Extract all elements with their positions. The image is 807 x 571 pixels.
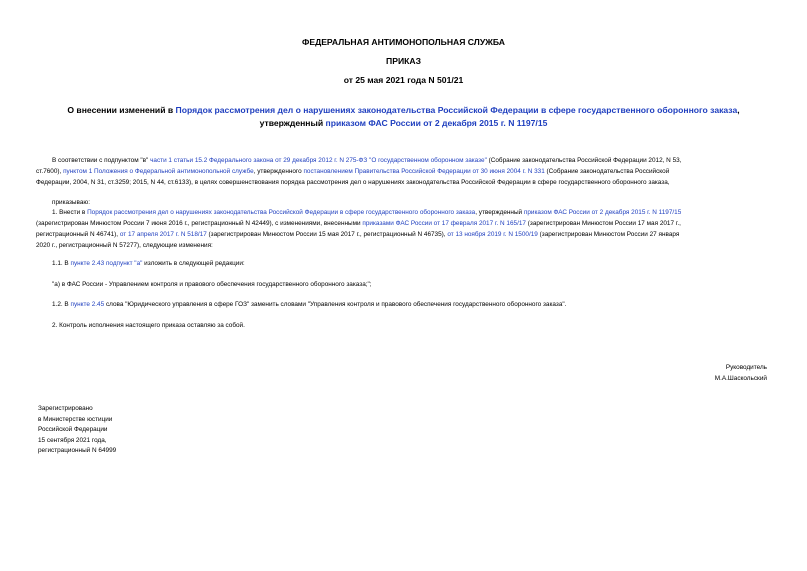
signature-role: Руководитель — [725, 364, 767, 371]
item-1-2-line — [36, 299, 776, 310]
registration-line: Зарегистрировано — [38, 405, 93, 412]
preamble-line-2 — [36, 166, 776, 177]
item-1-2-text: слова "Юридического управления в сфере ГОЗ" заменить словами "Управления контроля и правового обеспечения государственного оборонного заказа". — [104, 301, 567, 308]
item-1-text: (зарегистрирован Минюстом России 27 января — [537, 231, 680, 238]
clause-2-45-link[interactable]: пункте 2.45 — [70, 301, 105, 308]
item-1-2-text: 1.2. В — [52, 301, 71, 308]
registration-line: в Министерстве юстиции — [38, 415, 113, 423]
signature-name: М.А.Шаскольский — [714, 375, 767, 382]
subclause-a-link[interactable]: подпункт "а" — [105, 260, 143, 267]
item-1-2-paragraph — [36, 299, 776, 310]
title-text: О внесении изменений в — [67, 105, 176, 115]
item-2-paragraph — [36, 320, 776, 331]
clause-2-43-link[interactable]: пункте 2.43 — [70, 260, 105, 267]
order-165-link[interactable]: приказами ФАС России от 17 февраля 2017 г. N 165/17 — [362, 220, 526, 227]
registration-line: регистрационный N 64999 — [38, 447, 117, 454]
preamble-text: (Собрание законодательства Российской — [544, 168, 670, 175]
registration-block — [38, 404, 116, 457]
item-1-1-text: 1.1. В — [52, 260, 71, 267]
registration-line: 15 сентября 2021 года, — [38, 436, 107, 444]
preamble-text: ст.7600), — [36, 168, 64, 175]
registration-line: Российской Федерации — [38, 426, 108, 433]
item-1-paragraph — [36, 207, 776, 251]
title-procedure-link[interactable]: Порядок рассмотрения дел о нарушениях законодательства Российской Федерации в сфере государственного оборонного заказа — [175, 105, 738, 115]
order-1500-link[interactable]: от 13 ноября 2019 г. N 1500/19 — [447, 231, 538, 238]
item-1-text: (зарегистрирован Минюстом России 17 мая 2017 г., — [525, 220, 681, 227]
federal-law-link[interactable]: части 1 статьи 15.2 Федерального закона от 29 декабря 2012 г. N 275-ФЗ "О государственном оборонном заказе" — [150, 157, 487, 164]
item-1-text: 1. Внести в — [52, 209, 88, 216]
preamble-line-1 — [36, 155, 776, 166]
quote-text: "а) в ФАС России - Управлением контроля и правового обеспечения государственного оборонного заказа;"; — [52, 281, 372, 288]
preamble-paragraph — [36, 155, 776, 188]
procedure-link[interactable]: Порядок рассмотрения дел о нарушениях законодательства Российской Федерации в сфере государственного оборонного заказа — [87, 209, 476, 216]
title-line-1 — [30, 104, 777, 117]
agency-name: ФЕДЕРАЛЬНАЯ АНТИМОНОПОЛЬНАЯ СЛУЖБА — [302, 37, 505, 47]
preamble-text: , утвержденного — [253, 168, 304, 175]
document-type: ПРИКАЗ — [386, 56, 421, 66]
order-1197-link[interactable]: приказом ФАС России от 2 декабря 2015 г. N 1197/15 — [523, 209, 682, 216]
item-1-text: регистрационный N 46741), — [36, 231, 120, 238]
document-date-number: от 25 мая 2021 года N 501/21 — [343, 75, 464, 85]
order-word: приказываю: — [52, 199, 90, 206]
item-1-1-paragraph — [36, 258, 776, 269]
preamble-line-3: Федерации, 2004, N 31, ст.3259; 2015, N 44, ст.6133), в целях совершенствования порядка рассмотрения дел о нарушениях законодательства Российской Федерации в сфере государственного оборонного заказа, — [36, 179, 670, 186]
title-text: утвержденный — [259, 118, 326, 128]
preamble-text: В соответствии с подпунктом "в" — [52, 157, 151, 164]
item-1-1-line — [36, 258, 776, 269]
order-518-link[interactable]: от 17 апреля 2017 г. N 518/17 — [119, 231, 207, 238]
quote-paragraph — [36, 279, 776, 290]
item-1-text: , утвержденный — [475, 209, 524, 216]
item-1-line-3 — [36, 229, 776, 240]
item-1-1-text: изложить в следующей редакции: — [142, 260, 245, 267]
item-1-line-4: 2020 г., регистрационный N 57277), следующие изменения: — [36, 242, 213, 249]
preamble-text: (Собрание законодательства Российской Федерации 2012, N 53, — [486, 157, 682, 164]
item-1-text: (зарегистрирован Минюстом России 15 мая 2017 г., регистрационный N 46735), — [206, 231, 448, 238]
government-decree-link[interactable]: постановлением Правительства Российской Федерации от 30 июня 2004 г. N 331 — [303, 168, 545, 175]
item-2-text: 2. Контроль исполнения настоящего приказа оставляю за собой. — [52, 322, 245, 329]
document-title — [30, 104, 777, 130]
fas-regulation-link[interactable]: пунктом 1 Положения о Федеральной антимонопольной службе — [63, 168, 254, 175]
item-1-line-2 — [36, 218, 776, 229]
title-text: , — [737, 105, 740, 115]
title-order-link[interactable]: приказом ФАС России от 2 декабря 2015 г. N 1197/15 — [325, 118, 548, 128]
item-1-line-1 — [36, 207, 776, 218]
title-line-2 — [30, 117, 777, 130]
item-1-text: (зарегистрирован Минюстом России 7 июня 2016 г., регистрационный N 42449), с изменениями, внесенными — [36, 220, 363, 227]
